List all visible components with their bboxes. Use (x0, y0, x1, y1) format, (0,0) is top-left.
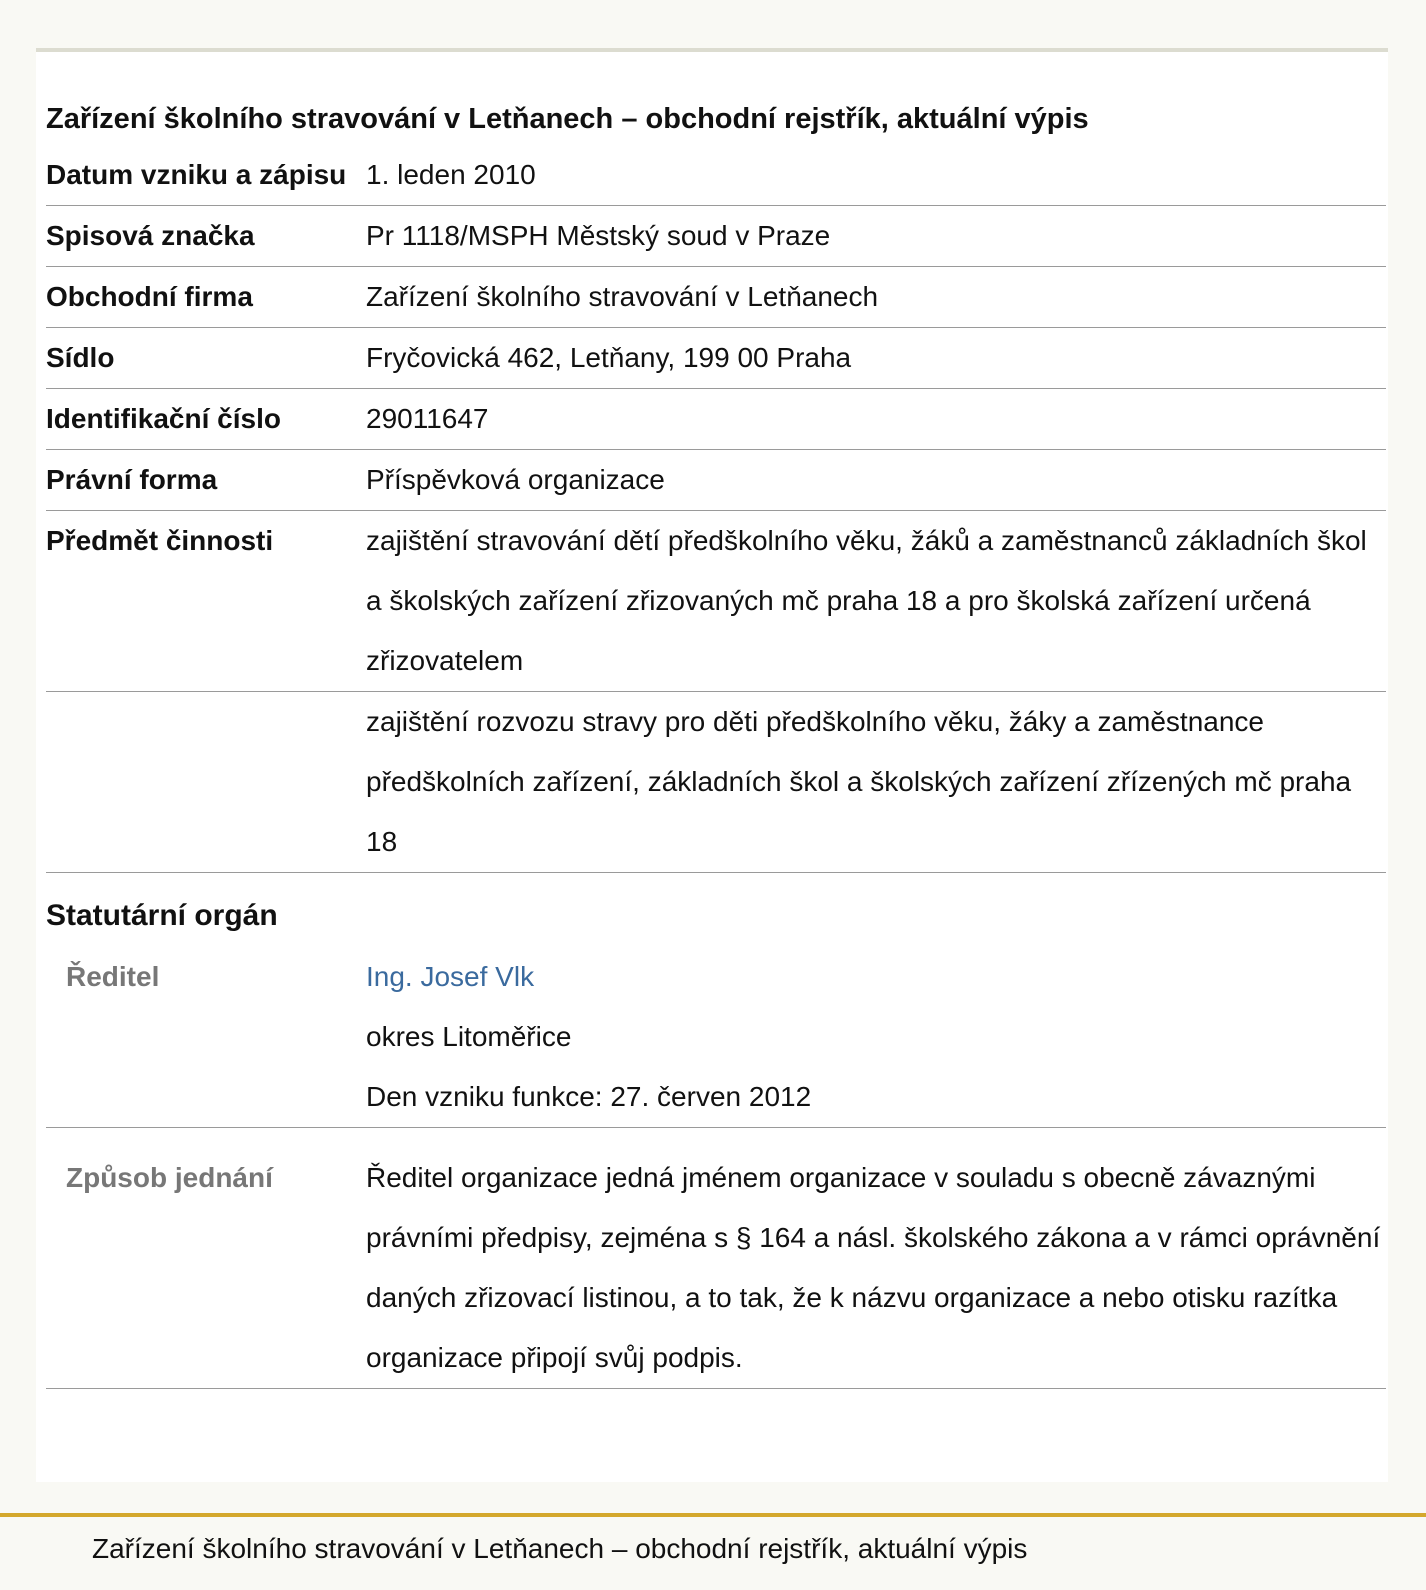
table-row (46, 145, 1386, 206)
row-value-business-activity-2: zajištění rozvozu stravy pro děti předškolního věku, žáky a zaměstnance předškolních zařízení, základních škol a školských zařízení zřízených mč praha 18 (366, 692, 1386, 873)
statutory-table (46, 947, 1386, 1389)
conduct-label: Způsob jednání (46, 1128, 366, 1389)
row-label-id-number: Identifikační číslo (46, 389, 366, 450)
row-value-address: Fryčovická 462, Letňany, 199 00 Praha (366, 328, 1386, 389)
statutory-section-title: Statutární orgán (46, 899, 278, 932)
table-row (46, 206, 1386, 267)
row-label-address: Sídlo (46, 328, 366, 389)
row-label-file-number: Spisová značka (46, 206, 366, 267)
table-row (46, 692, 1386, 873)
director-details (366, 947, 1386, 1128)
director-label: Ředitel (46, 947, 366, 1128)
row-value-file-number: Pr 1118/MSPH Městský soud v Praze (366, 206, 1386, 267)
row-value-founding-date: 1. leden 2010 (366, 145, 1386, 206)
row-label-business-activity: Předmět činnosti (46, 511, 366, 692)
registry-table (46, 145, 1386, 873)
row-value-company-name: Zařízení školního stravování v Letňanech (366, 267, 1386, 328)
row-label-founding-date: Datum vzniku a zápisu (46, 145, 366, 206)
page-title: Zařízení školního stravování v Letňanech – obchodní rejstřík, aktuální výpis (46, 103, 1089, 135)
row-value-legal-form: Příspěvková organizace (366, 450, 1386, 511)
footer-title: Zařízení školního stravování v Letňanech – obchodní rejstřík, aktuální výpis (92, 1533, 1028, 1564)
director-district: okres Litoměřice (366, 1021, 572, 1052)
table-row (46, 511, 1386, 692)
table-row (46, 947, 1386, 1128)
row-value-business-activity-1: zajištění stravování dětí předškolního věku, žáků a zaměstnanců základních škol a školských zařízení zřizovaných mč praha 18 a pro školská zařízení určená zřizovatelem (366, 511, 1386, 692)
row-label-empty (46, 692, 366, 873)
director-since: Den vzniku funkce: 27. červen 2012 (366, 1081, 812, 1112)
table-row (46, 389, 1386, 450)
row-label-legal-form: Právní forma (46, 450, 366, 511)
table-row (46, 267, 1386, 328)
table-row (46, 450, 1386, 511)
director-name-link[interactable]: Ing. Josef Vlk (366, 961, 535, 992)
page-footer (0, 1513, 1426, 1590)
table-row (46, 1128, 1386, 1389)
row-label-company-name: Obchodní firma (46, 267, 366, 328)
registry-content (46, 52, 1386, 1389)
conduct-text: Ředitel organizace jedná jménem organizace v souladu s obecně závaznými právními předpisy, zejména s § 164 a násl. školského zákona a v rámci oprávnění daných zřizovací listinou, a to tak, že k názvu organizace a nebo otisku razítka organizace připojí svůj podpis. (366, 1128, 1386, 1389)
table-row (46, 328, 1386, 389)
registry-card (36, 48, 1388, 1482)
row-value-id-number: 29011647 (366, 389, 1386, 450)
